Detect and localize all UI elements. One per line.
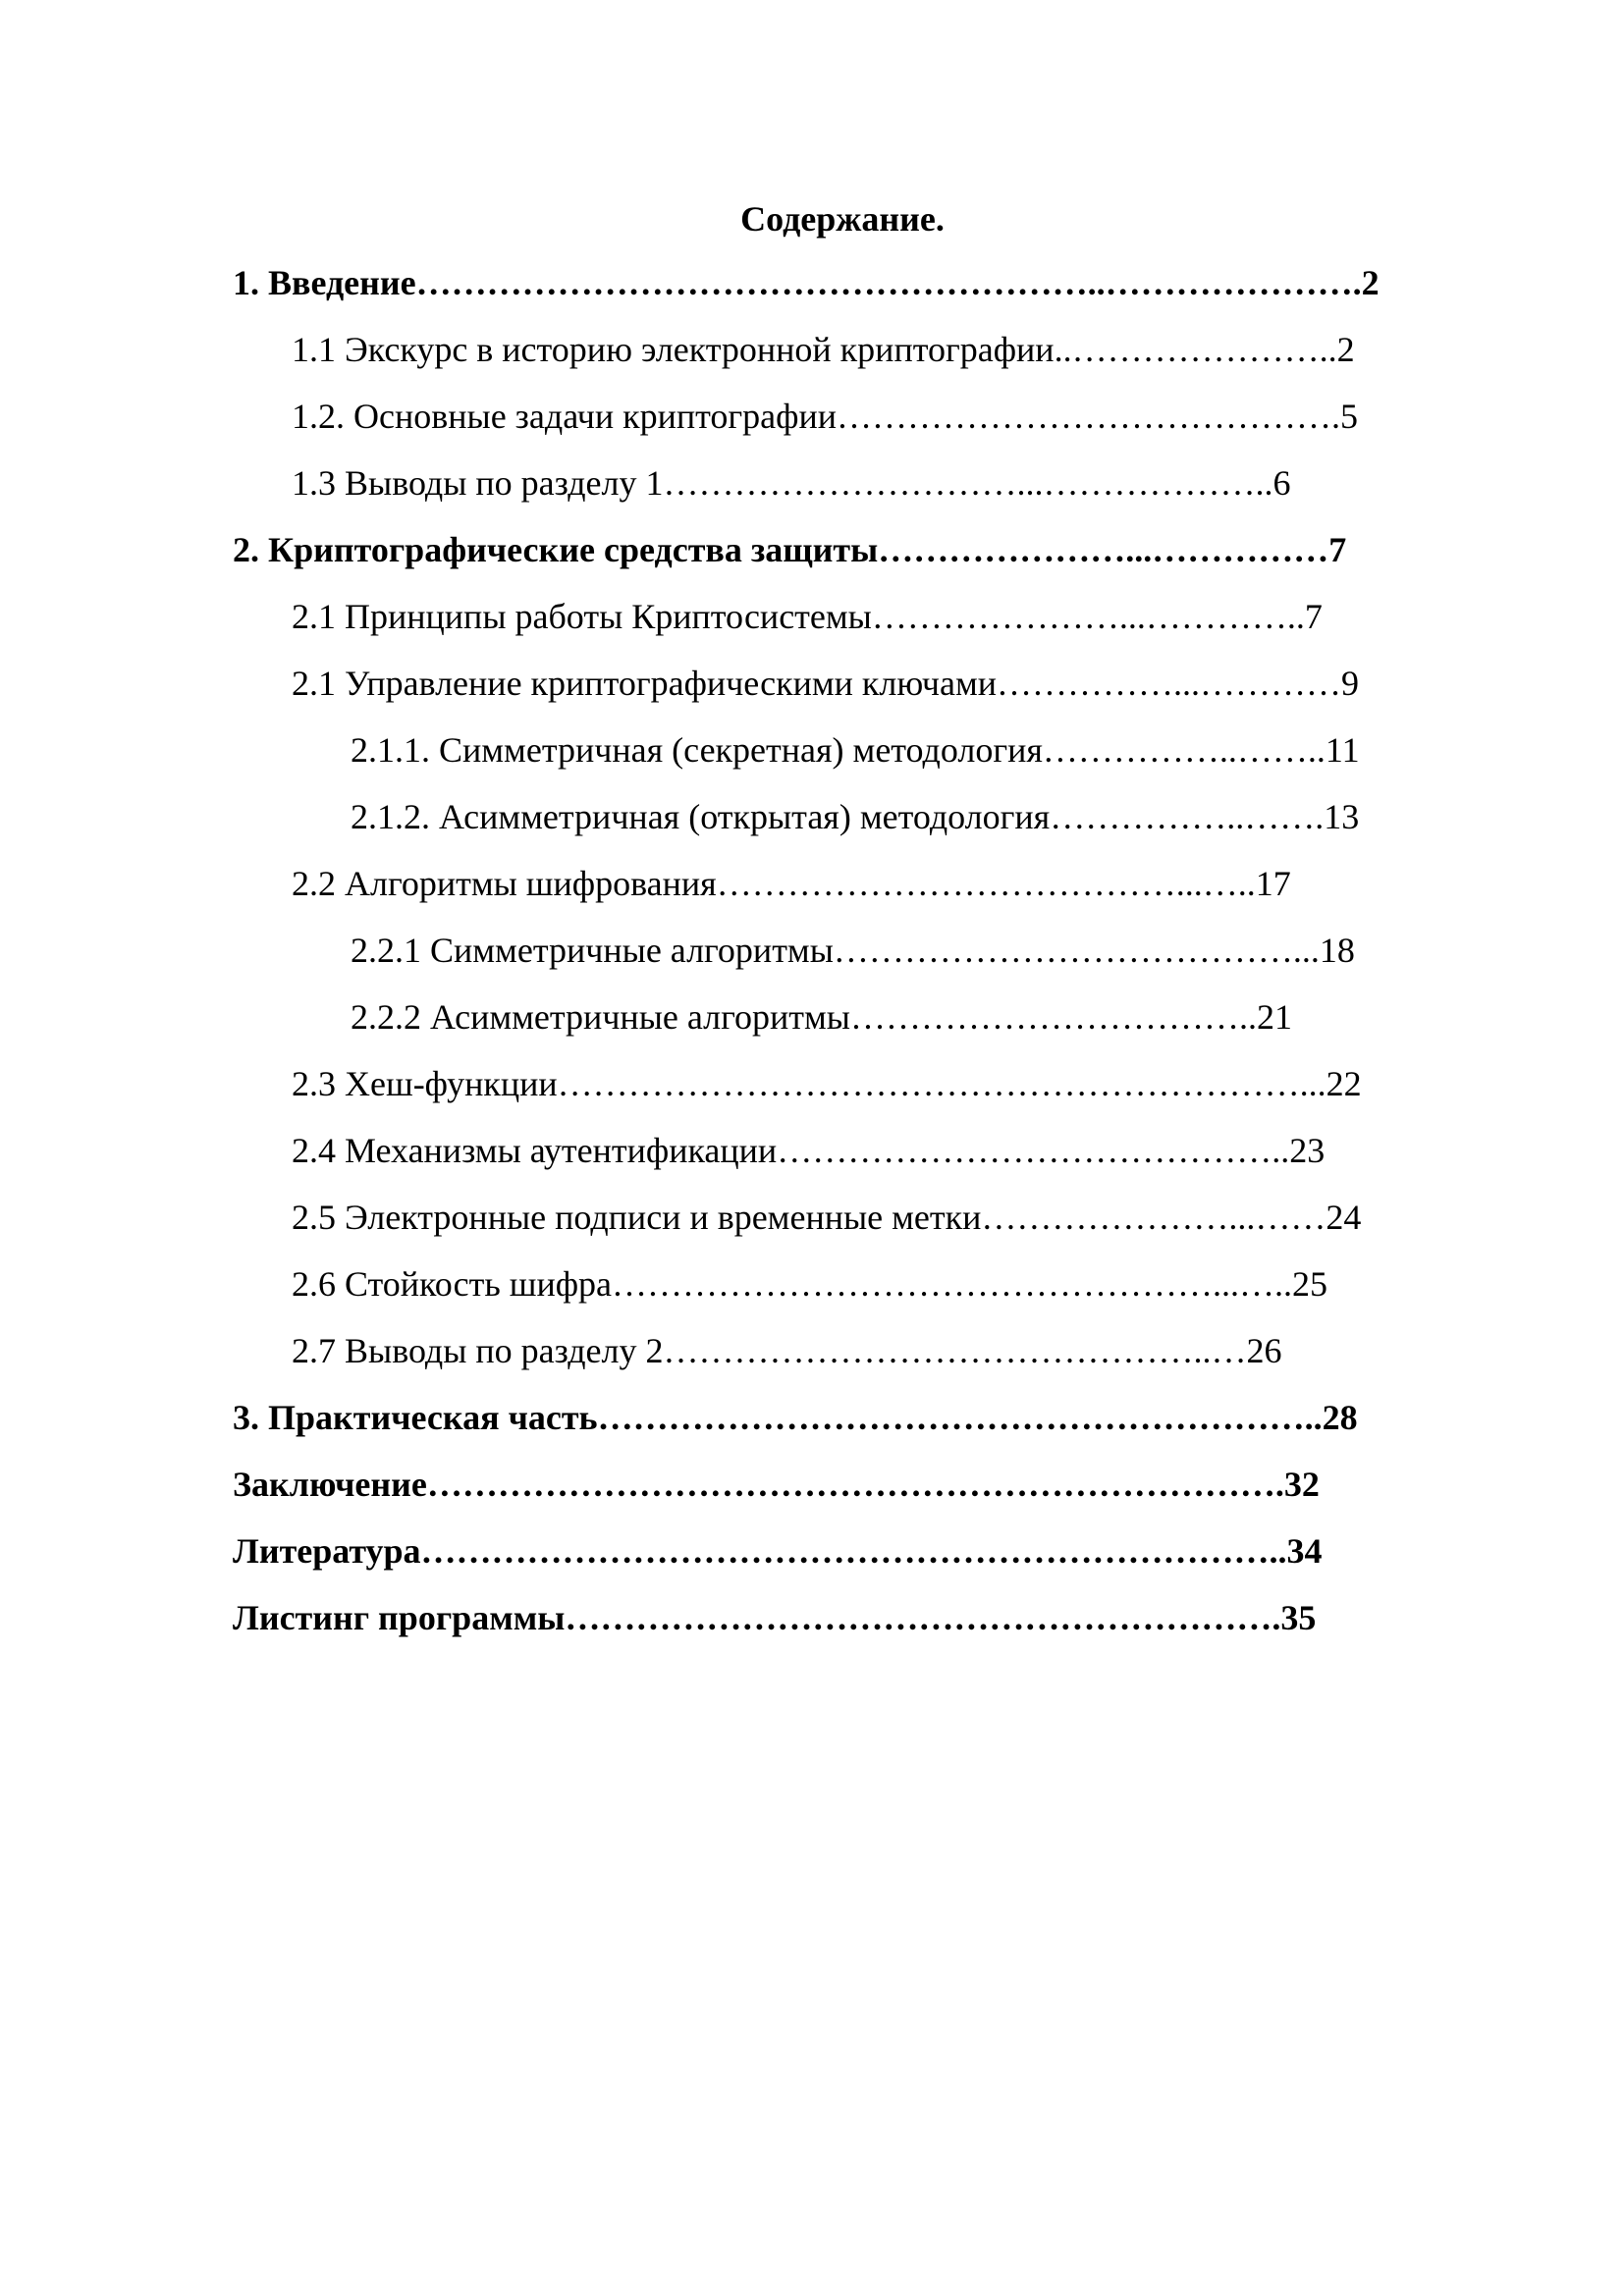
toc-entry-2-1-1: 2.1.1. Симметричная (секретная) методология……………..……..11 [351, 730, 1360, 770]
toc-entry-1: 1. Введение…………………………………………………..………………….2 [233, 263, 1380, 302]
toc-entry-1-1: 1.1 Экскурс в историю электронной криптографии..…………………..2 [292, 330, 1355, 369]
toc-entry-3: 3. Практическая часть……………………………………………………..28 [233, 1398, 1358, 1437]
toc-entry-1-3: 1.3 Выводы по разделу 1…………………………...………………..6 [292, 463, 1291, 503]
toc-entry-2-1-2: 2.1.2. Асимметричная (открытая) методология……………..…….13 [351, 797, 1360, 836]
toc-entry-2-2: 2.2 Алгоритмы шифрования…………………………………...…..17 [292, 864, 1291, 903]
toc-entry-literature: Литература………………………………………………………………..34 [233, 1531, 1323, 1571]
toc-entry-2-6: 2.6 Стойкость шифра……………………………………………...…..25 [292, 1264, 1328, 1304]
toc-entry-2-2-2: 2.2.2 Асимметричные алгоритмы……………………………..21 [351, 997, 1292, 1037]
toc-entry-2-4: 2.4 Механизмы аутентификации……………………………………..23 [292, 1131, 1326, 1170]
toc-entry-2-3: 2.3 Хеш-функции………………………………………………………...22 [292, 1064, 1362, 1103]
toc-entry-2-7: 2.7 Выводы по разделу 2………………………………………..…26 [292, 1331, 1282, 1370]
toc-entry-listing: Листинг программы…………………………………………………….35 [233, 1598, 1317, 1637]
toc-entry-conclusion: Заключение……………………………………………………………….32 [233, 1465, 1320, 1504]
toc-entry-2-1-principles: 2.1 Принципы работы Криптосистемы…………………...…………..7 [292, 597, 1323, 636]
toc-entry-1-2: 1.2. Основные задачи криптографии…………………………………….5 [292, 397, 1358, 436]
toc-entry-2-5: 2.5 Электронные подписи и временные метки…………………...……24 [292, 1198, 1362, 1237]
toc-entry-2-1-keys: 2.1 Управление криптографическими ключами……………...…………9 [292, 664, 1360, 703]
toc-entry-2: 2. Криптографические средства защиты…………………...……………7 [233, 530, 1347, 569]
toc-title: Содержание. [740, 199, 945, 239]
toc-entry-2-2-1: 2.2.1 Симметричные алгоритмы…………………………………...18 [351, 931, 1355, 970]
